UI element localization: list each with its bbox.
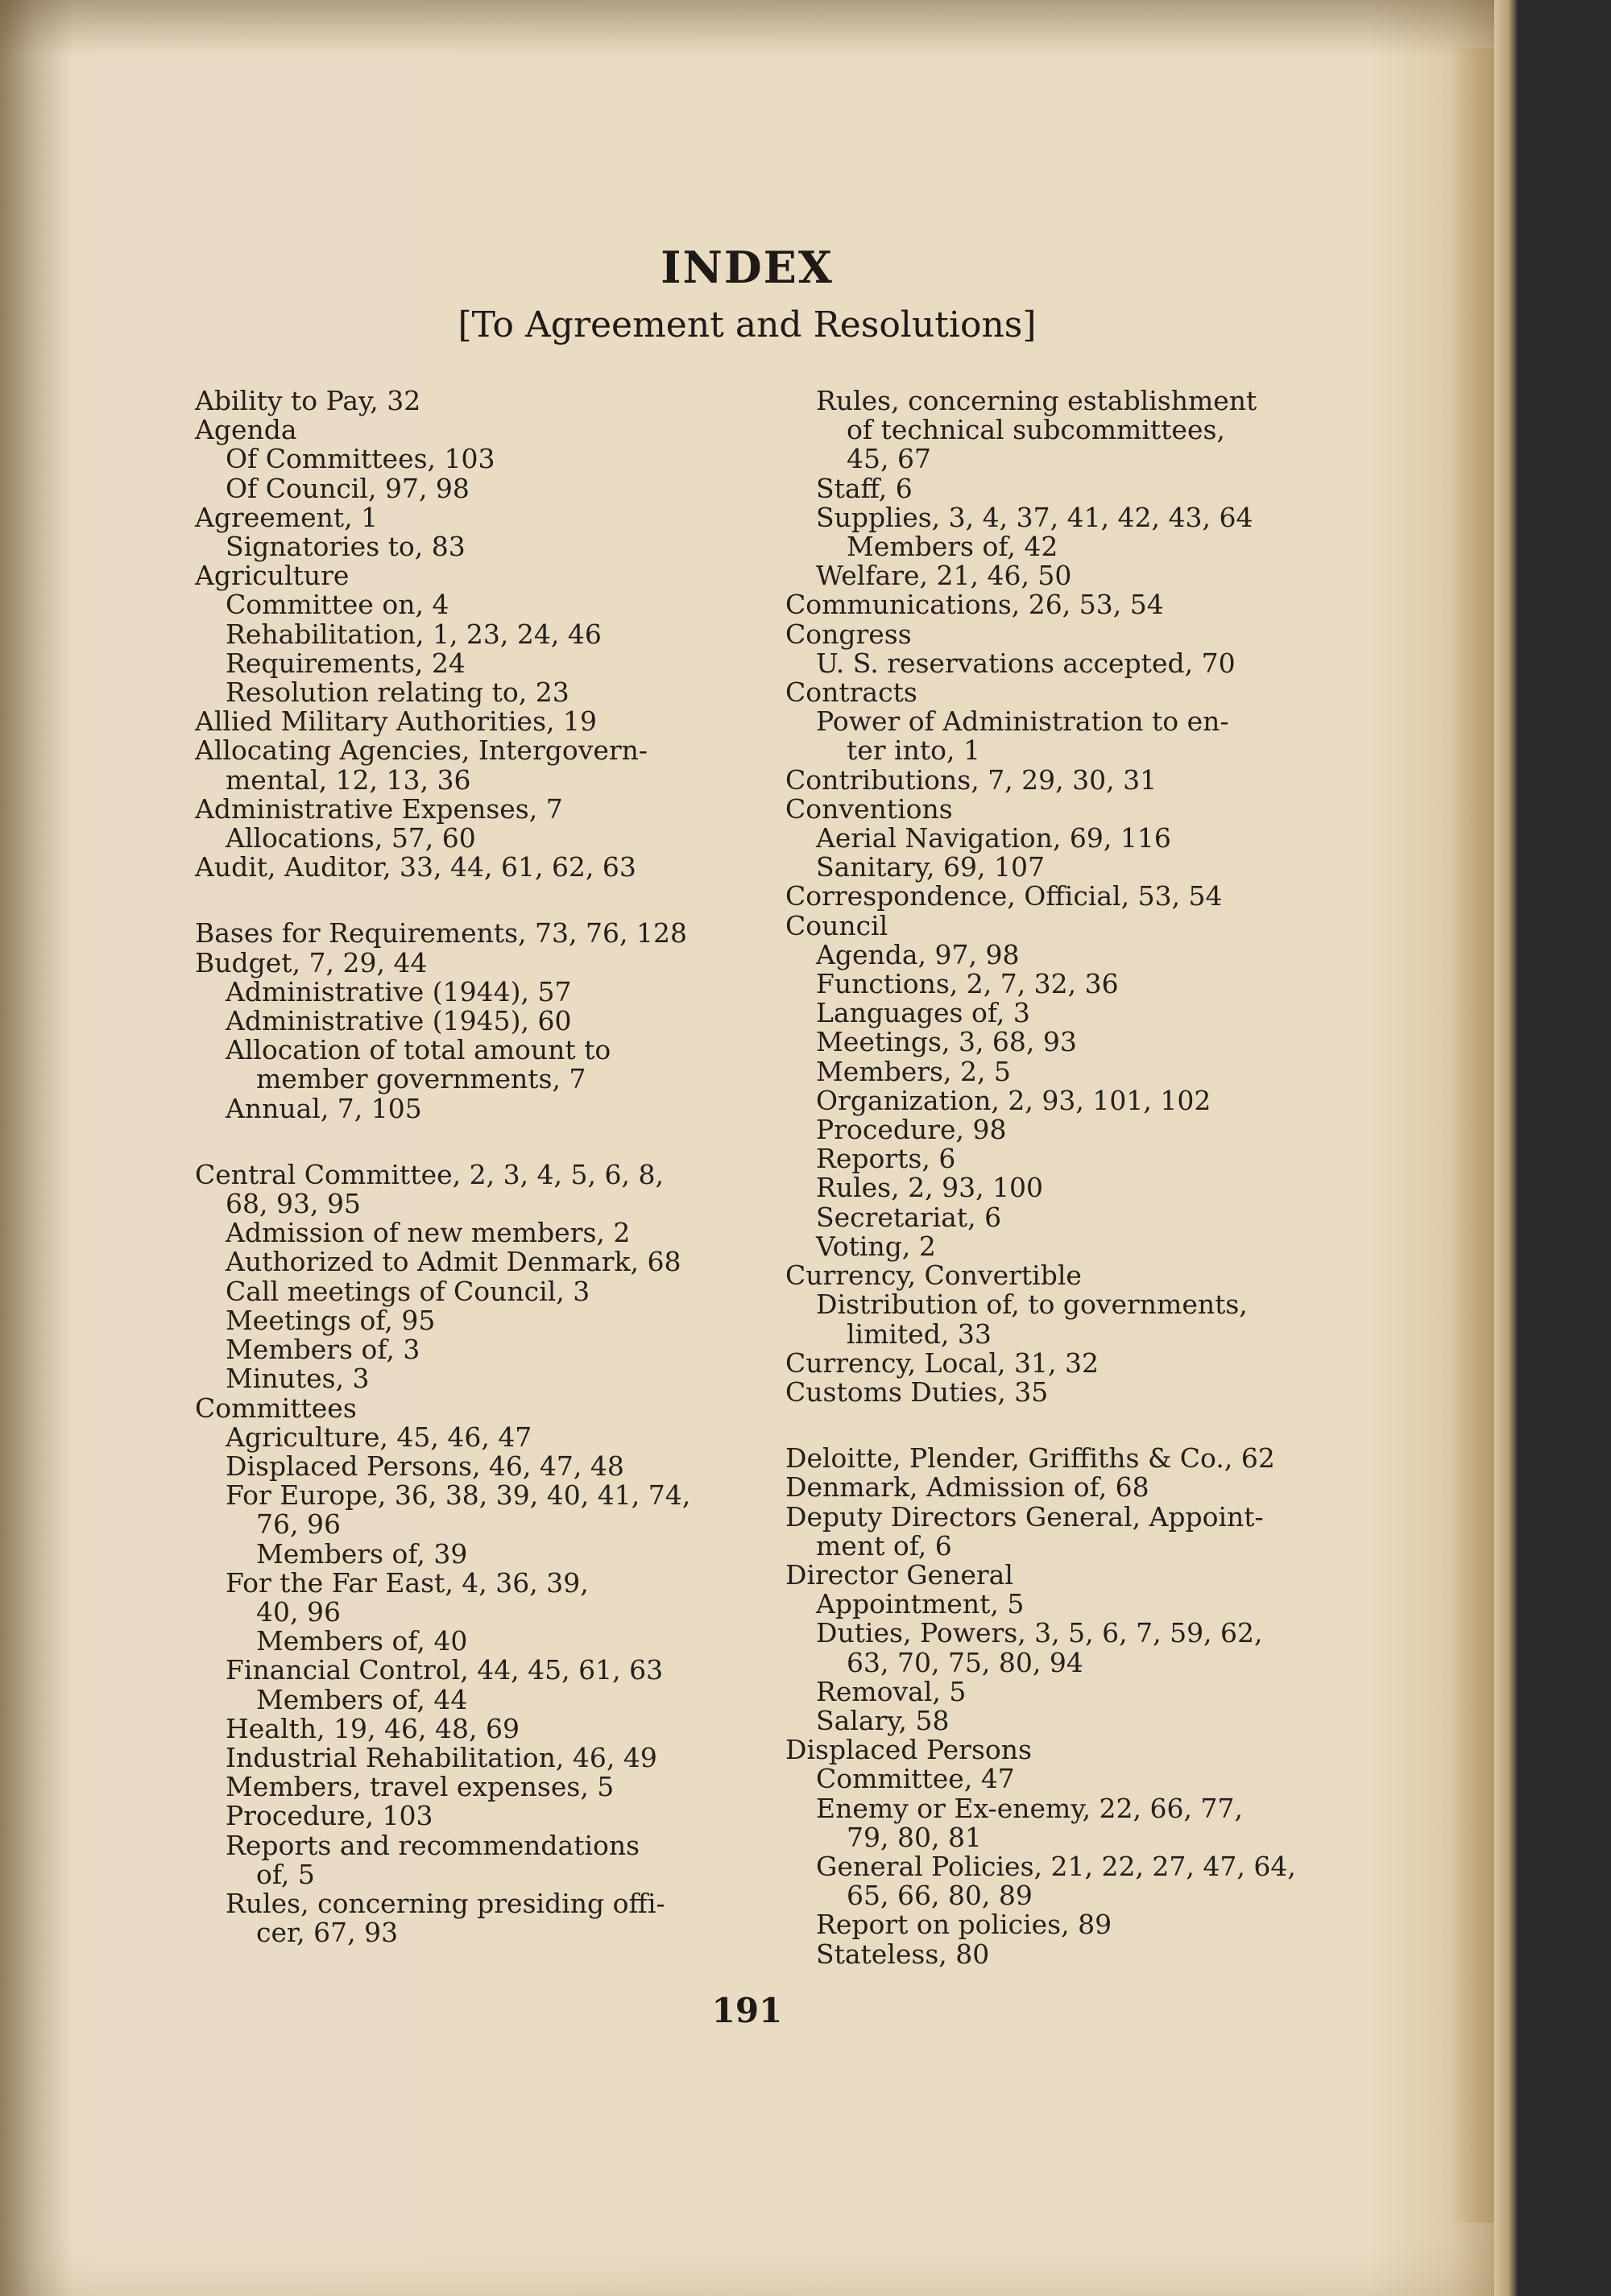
index-subentry: Rules, concerning establishment [816, 385, 1257, 416]
index-subentry: Administrative (1945), 60 [226, 1005, 572, 1037]
index-subentry: Annual, 7, 105 [226, 1092, 422, 1124]
index-subentry: Of Council, 97, 98 [226, 472, 470, 504]
index-subentry: Committee, 47 [816, 1763, 1015, 1795]
index-subentry: Rehabilitation, 1, 23, 24, 46 [226, 618, 602, 650]
index-subentry: Members, 2, 5 [816, 1055, 1011, 1087]
index-subentry: Members of, 44 [256, 1683, 468, 1715]
index-entry-continuation: member governments, 7 [256, 1063, 586, 1095]
index-subentry: Secretariat, 6 [816, 1201, 1002, 1233]
index-entry: Contributions, 7, 29, 30, 31 [785, 763, 1158, 796]
index-subentry: Welfare, 21, 46, 50 [816, 560, 1072, 592]
index-subentry: Of Committees, 103 [226, 443, 495, 475]
index-subentry: Sanitary, 69, 107 [816, 851, 1045, 883]
index-subentry: Members of, 40 [256, 1625, 468, 1657]
page-number: 191 [711, 1991, 783, 2030]
index-column-right [785, 387, 1309, 1969]
index-subentry: Members, travel expenses, 5 [226, 1771, 615, 1803]
index-entry: Allocating Agencies, Intergovern- [195, 734, 648, 767]
index-subentry: Duties, Powers, 3, 5, 6, 7, 59, 62, [816, 1617, 1263, 1649]
index-entry-continuation: 79, 80, 81 [847, 1821, 982, 1853]
index-entry: Central Committee, 2, 3, 4, 5, 6, 8, [195, 1158, 664, 1190]
index-subentry: Reports, 6 [816, 1143, 956, 1175]
index-entry: Council [785, 909, 888, 941]
index-entry: Ability to Pay, 32 [195, 385, 421, 416]
index-entry: Audit, Auditor, 33, 44, 61, 62, 63 [195, 851, 636, 883]
index-entry-continuation: 65, 66, 80, 89 [847, 1880, 1033, 1912]
index-subentry: Agenda, 97, 98 [816, 938, 1020, 970]
index-subentry: Rules, concerning presiding offi- [226, 1887, 665, 1919]
index-subentry: Appointment, 5 [816, 1588, 1025, 1620]
index-entry: Agenda [195, 414, 297, 446]
index-subentry: Requirements, 24 [226, 647, 466, 679]
index-subentry: Reports and recommendations [226, 1829, 640, 1861]
index-entry: Currency, Local, 31, 32 [785, 1347, 1099, 1379]
index-subentry: Allocations, 57, 60 [226, 822, 476, 854]
page-subtitle: [To Agreement and Resolutions] [458, 304, 1037, 345]
index-subentry: Report on policies, 89 [816, 1909, 1112, 1941]
index-entry: Deloitte, Plender, Griffiths & Co., 62 [785, 1442, 1275, 1475]
index-subentry: For Europe, 36, 38, 39, 40, 41, 74, [226, 1479, 691, 1512]
index-entry: Congress [785, 618, 912, 650]
page-title: INDEX [661, 242, 834, 293]
book-fore-edge [1494, 0, 1518, 2296]
page-top-shadow [0, 0, 1494, 56]
index-entry-continuation: 76, 96 [256, 1508, 341, 1541]
index-subentry: Members of, 3 [226, 1334, 420, 1366]
index-subentry: Admission of new members, 2 [226, 1217, 631, 1249]
index-subentry: Salary, 58 [816, 1704, 950, 1736]
index-subentry: Committee on, 4 [226, 589, 449, 621]
index-subentry: Displaced Persons, 46, 47, 48 [226, 1450, 624, 1482]
index-entry-continuation: of technical subcommittees, [847, 414, 1225, 446]
index-subentry: Functions, 2, 7, 32, 36 [816, 968, 1119, 1000]
index-entry-continuation: 45, 67 [847, 443, 931, 475]
index-entry-continuation: 63, 70, 75, 80, 94 [847, 1646, 1083, 1678]
index-subentry: U. S. reservations accepted, 70 [816, 647, 1236, 679]
index-subentry: Signatories to, 83 [226, 531, 466, 563]
index-subentry: Aerial Navigation, 69, 116 [816, 822, 1171, 854]
index-entry: Customs Duties, 35 [785, 1376, 1049, 1408]
section-gap [195, 1123, 719, 1160]
index-subentry: Languages of, 3 [816, 997, 1030, 1029]
index-subentry: Meetings of, 95 [226, 1304, 436, 1336]
index-entry: Contracts [785, 676, 917, 709]
index-entry: Budget, 7, 29, 44 [195, 946, 428, 978]
index-subentry: Voting, 2 [816, 1230, 936, 1262]
index-entry-continuation: 40, 96 [256, 1595, 341, 1628]
index-subentry: Agriculture, 45, 46, 47 [226, 1421, 532, 1453]
section-gap [195, 882, 719, 919]
index-subentry: Procedure, 103 [226, 1800, 433, 1832]
index-entry: Deputy Directors General, Appoint- [785, 1500, 1264, 1533]
index-entry: Administrative Expenses, 7 [195, 792, 563, 825]
index-entry: Communications, 26, 53, 54 [785, 589, 1164, 621]
index-entry: Conventions [785, 792, 953, 825]
index-entry-continuation: limited, 33 [847, 1318, 992, 1350]
index-subentry: Members of, 39 [256, 1537, 468, 1570]
index-entry: Agreement, 1 [195, 501, 379, 533]
index-subentry: Call meetings of Council, 3 [226, 1275, 590, 1307]
index-entry: Allied Military Authorities, 19 [195, 705, 597, 738]
index-entry: Director General [785, 1558, 1013, 1591]
index-entry-continuation: mental, 12, 13, 36 [226, 763, 471, 796]
index-subentry: Enemy or Ex-enemy, 22, 66, 77, [816, 1792, 1243, 1824]
index-column-left [195, 387, 719, 1947]
index-entry: Correspondence, Official, 53, 54 [785, 880, 1223, 912]
index-subentry: Rules, 2, 93, 100 [816, 1172, 1044, 1204]
index-entry: Agriculture [195, 560, 350, 592]
section-gap [785, 1407, 1309, 1444]
index-subentry: General Policies, 21, 22, 27, 47, 64, [816, 1850, 1296, 1882]
index-subentry: Authorized to Admit Denmark, 68 [226, 1246, 681, 1278]
index-subentry: Supplies, 3, 4, 37, 41, 42, 43, 64 [816, 501, 1253, 533]
index-subentry: Distribution of, to governments, [816, 1289, 1248, 1321]
index-entry: Denmark, Admission of, 68 [785, 1471, 1149, 1504]
index-entry: Bases for Requirements, 73, 76, 128 [195, 917, 687, 949]
index-subentry: Resolution relating to, 23 [226, 676, 569, 709]
index-subentry: Stateless, 80 [816, 1938, 990, 1970]
index-subentry: Industrial Rehabilitation, 46, 49 [226, 1741, 657, 1773]
page-edge [1450, 48, 1494, 2223]
index-subentry: For the Far East, 4, 36, 39, [226, 1566, 589, 1599]
index-entry-continuation: 68, 93, 95 [226, 1188, 361, 1220]
index-subentry: Meetings, 3, 68, 93 [816, 1026, 1077, 1058]
index-entry: Currency, Convertible [785, 1260, 1082, 1292]
index-subentry: Financial Control, 44, 45, 61, 63 [226, 1654, 664, 1686]
index-entry: Displaced Persons [785, 1734, 1032, 1766]
index-entry-continuation: of, 5 [256, 1858, 315, 1890]
index-subentry: Allocation of total amount to [226, 1034, 611, 1066]
index-subentry: Staff, 6 [816, 472, 913, 504]
index-entry-continuation: ter into, 1 [847, 734, 980, 767]
index-subentry: Administrative (1944), 57 [226, 975, 572, 1007]
index-subentry: Organization, 2, 93, 101, 102 [816, 1084, 1211, 1116]
index-subentry: Procedure, 98 [816, 1114, 1007, 1146]
index-entry: Committees [195, 1392, 357, 1424]
index-subentry: Power of Administration to en- [816, 705, 1229, 738]
index-entry-continuation: cer, 67, 93 [256, 1917, 399, 1949]
index-entry-continuation: ment of, 6 [816, 1529, 952, 1562]
index-subentry: Members of, 42 [847, 531, 1058, 563]
index-subentry: Minutes, 3 [226, 1363, 370, 1395]
index-subentry: Removal, 5 [816, 1675, 967, 1707]
index-subentry: Health, 19, 46, 48, 69 [226, 1712, 520, 1744]
